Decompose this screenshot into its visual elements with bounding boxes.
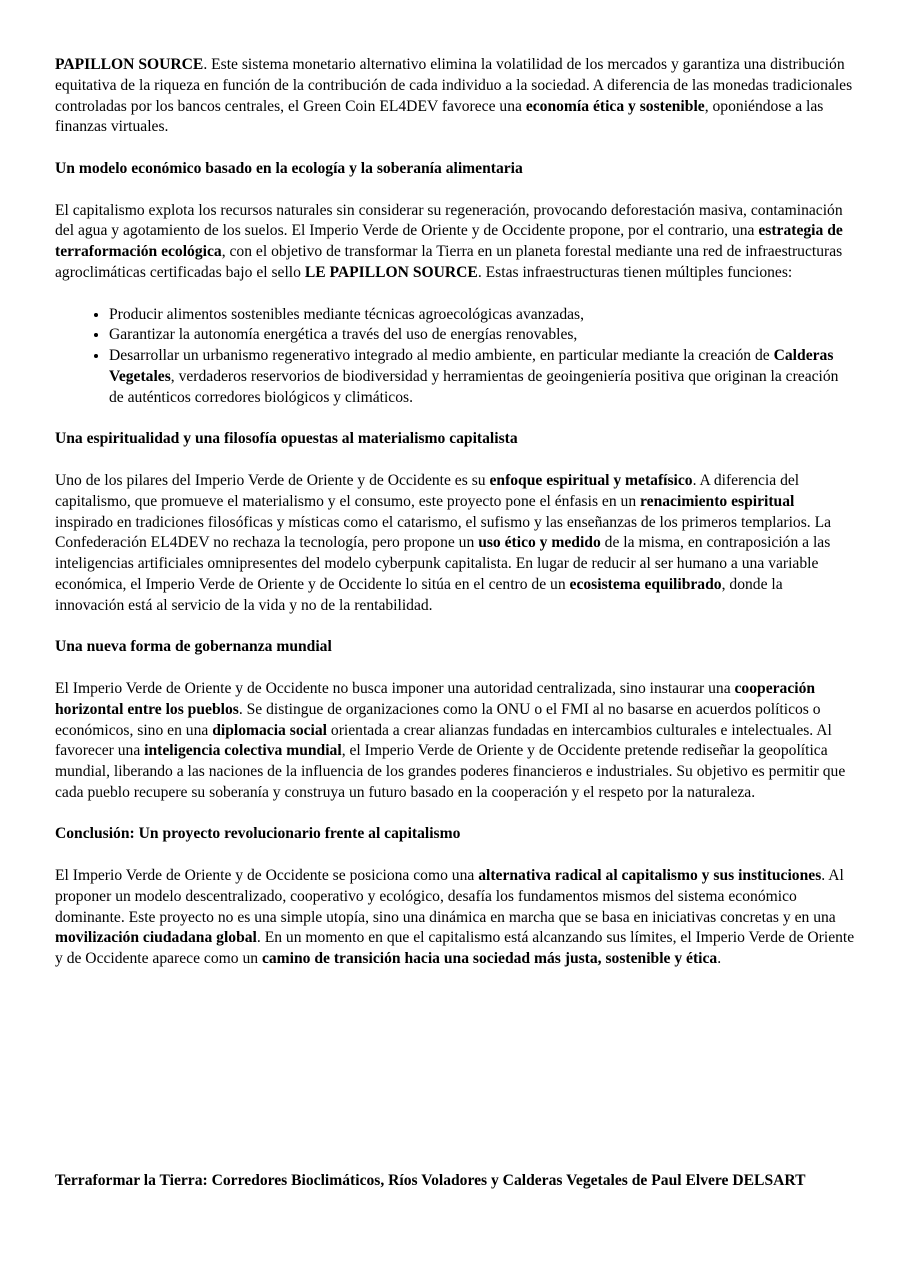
list-item: • Producir alimentos sostenibles mediante técnicas agroecológicas avanzadas, [109, 305, 855, 326]
section-heading-ecology: Un modelo económico basado en la ecología y la soberanía alimentaria [55, 159, 523, 177]
footer-title: Terraformar la Tierra: Corredores Bioclimáticos, Ríos Voladores y Calderas Vegetales de Paul Elvere DELSART [55, 1172, 806, 1189]
bold-text: estrategia de terraformación ecológica [55, 222, 843, 261]
bold-text: LE PAPILLON SOURCE [304, 263, 478, 281]
paragraph-spirituality: Uno de los pilares del Imperio Verde de Oriente y de Occidente es su enfoque espiritual y metafísico. A diferencia del capitalismo, que promueve el materialismo y el consumo, este proyecto pone el énfasis en un renacimiento espiritual inspirado en tradiciones filosóficas y místicas como el catarismo, el sufismo y las enseñanzas de los primeros templarios. La Confederación EL4DEV no rechaza la tecnología, pero propone un uso ético y medido de la misma, en contraposición a las inteligencias artificiales omnipresentes del modelo cyberpunk capitalista. En lugar de reducir al ser humano a una variable económica, el Imperio Verde de Oriente y de Occidente lo sitúa en el centro de un ecosistema equilibrado, donde la innovación está al servicio de la vida y no de la rentabilidad. [55, 471, 832, 614]
list-item: • Desarrollar un urbanismo regenerativo integrado al medio ambiente, en particular mediante la creación de Calderas Vegetales, verdaderos reservorios de biodiversidad y herramientas de geoingeniería positiva que originan la creación de auténticos corredores biológicos y climáticos. [109, 346, 855, 408]
bold-text: ecosistema equilibrado [569, 575, 722, 593]
bold-text: movilización ciudadana global [55, 929, 257, 947]
bold-text: Calderas Vegetales [109, 347, 834, 385]
paragraph-conclusion: El Imperio Verde de Oriente y de Occidente se posiciona como una alternativa radical al capitalismo y sus instituciones. Al proponer un modelo descentralizado, cooperativo y ecológico, desafía los fundamentos mismos del sistema económico dominante. Este proyecto no es una simple utopía, sino una dinámica en marcha que se basa en iniciativas concretas y en una movilización ciudadana global. En un momento en que el capitalismo está alcanzando sus límites, el Imperio Verde de Oriente y de Occidente aparece como un camino de transición hacia una sociedad más justa, sostenible y ética. [55, 867, 855, 968]
section-heading-spirituality: Una espiritualidad y una filosofía opuestas al materialismo capitalista [55, 430, 518, 448]
bold-text: diplomacia social [212, 721, 327, 739]
bold-text: alternativa radical al capitalismo y sus instituciones [478, 867, 822, 885]
paragraph-ecology: El capitalismo explota los recursos naturales sin considerar su regeneración, provocando deforestación masiva, contaminación del agua y agotamiento de los suelos. El Imperio Verde de Oriente y de Occidente propone, por el contrario, una estrategia de terraformación ecológica, con el objetivo de transformar la Tierra en un planeta forestal mediante una red de infraestructuras agroclimáticas certificadas bajo el sello LE PAPILLON SOURCE. Estas infraestructuras tienen múltiples funciones: [55, 201, 843, 281]
section-heading-governance: Una nueva forma de gobernanza mundial [55, 638, 332, 656]
bold-text: cooperación horizontal entre los pueblos [55, 679, 816, 718]
bold-text: inteligencia colectiva mundial [144, 742, 342, 760]
bold-text: camino de transición hacia una sociedad más justa, sostenible y ética [261, 950, 718, 968]
bold-text: enfoque espiritual y metafísico [489, 471, 693, 489]
list-item: • Garantizar la autonomía energética a través del uso de energías renovables, [109, 325, 855, 346]
functions-list [55, 305, 855, 409]
bold-text: economía ética y sostenible [525, 97, 705, 115]
paragraph-governance: El Imperio Verde de Oriente y de Occidente no busca imponer una autoridad centralizada, sino instaurar una cooperación horizontal entre los pueblos. Se distingue de organizaciones como la ONU o el FMI al no basarse en acuerdos políticos o económicos, sino en una diplomacia social orientada a crear alianzas fundadas en intercambios culturales e intelectuales. Al favorecer una inteligencia colectiva mundial, el Imperio Verde de Oriente y de Occidente pretende rediseñar la geopolítica mundial, liberando a las naciones de la influencia de los grandes poderes financieros e industriales. Su objetivo es permitir que cada pueblo recupere su soberanía y construya un futuro basado en la cooperación y el respeto por la naturaleza. [55, 679, 846, 801]
bold-text: PAPILLON SOURCE [55, 56, 204, 73]
document-page [55, 55, 855, 991]
section-heading-conclusion: Conclusión: Un proyecto revolucionario frente al capitalismo [55, 825, 461, 843]
intro-paragraph: PAPILLON SOURCE. Este sistema monetario alternativo elimina la volatilidad de los mercados y garantiza una distribución equitativa de la riqueza en función de la contribución de cada individuo a la sociedad. A diferencia de las monedas tradicionales controladas por los bancos centrales, el Green Coin EL4DEV favorece una economía ética y sostenible, oponiéndose a las finanzas virtuales. [55, 56, 853, 136]
bold-text: uso ético y medido [478, 534, 601, 552]
bold-text: renacimiento espiritual [640, 492, 795, 510]
